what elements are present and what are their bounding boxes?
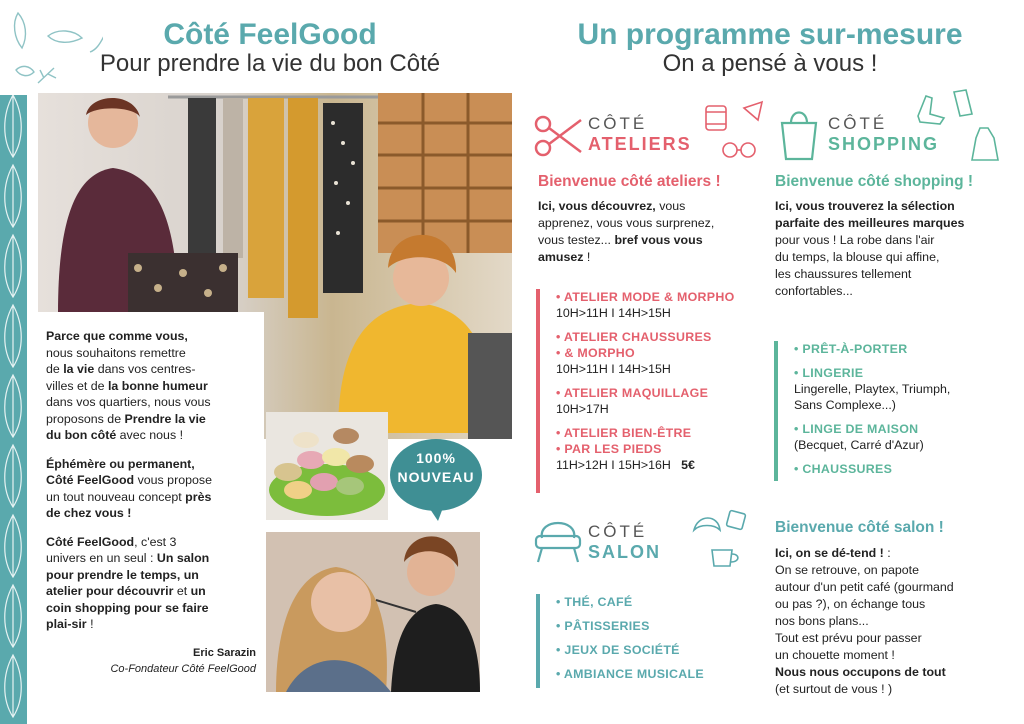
macarons-illustration	[266, 412, 388, 520]
clothing-items-icon	[910, 88, 1005, 166]
sewing-items-icon	[700, 100, 770, 170]
list-item: • JEUX DE SOCIÉTÉ	[556, 642, 766, 658]
signature-name: Eric Sarazin	[193, 646, 256, 659]
salon-list-bar	[536, 594, 540, 688]
salon-heading: CÔTÉ SALON	[588, 522, 661, 562]
list-item: • CHAUSSURES	[794, 461, 1014, 477]
edge-leaf-strip	[0, 95, 27, 724]
intro-paragraph-3: Côté FeelGood, c'est 3 univers en un seul : Un salon pour prendre le temps, un atelier pour découvrir et un coin shopping pour se faire plai-sir !	[46, 534, 210, 631]
new-badge-text: 100% NOUVEAU	[397, 450, 475, 485]
ateliers-subheading: Bienvenue côté ateliers !	[538, 173, 721, 190]
ateliers-list	[536, 289, 766, 493]
list-item: • THÉ, CAFÉ	[556, 594, 766, 610]
list-item: • LINGE DE MAISON (Becquet, Carré d'Azur)	[794, 421, 1014, 453]
shopping-subheading: Bienvenue côté shopping !	[775, 173, 974, 190]
list-item: • ATELIER MODE & MORPHO 10H>11H I 14H>15H	[556, 289, 766, 321]
left-subtitle: Pour prendre la vie du bon Côté	[99, 50, 441, 77]
list-item: • AMBIANCE MUSICALE	[556, 666, 766, 682]
list-item: • ATELIER BIEN-ÊTRE • PAR LES PIEDS 11H>12H I 15H>16H 5€	[556, 425, 766, 473]
croissant-dice-cup-icon	[690, 508, 750, 572]
armchair-icon	[530, 508, 586, 564]
intro-text-block	[38, 312, 264, 697]
intro-paragraph-2: Éphémère ou permanent, Côté FeelGood vous propose un tout nouveau concept près de chez vous !	[46, 456, 212, 520]
makeup-illustration	[266, 532, 480, 692]
leaf-pattern-icon	[0, 95, 27, 724]
ateliers-heading: CÔTÉ ATELIERS	[588, 114, 692, 154]
right-subtitle: On a pensé à vous !	[662, 50, 878, 77]
intro-paragraph-1: Parce que comme vous, nous souhaitons remettre de la vie dans vos centres- villes et de la bonne humeur dans vos quartiers, nous vous proposons de Prendre la vie du bon côté avec nous !	[46, 329, 211, 442]
salon-subheading: Bienvenue côté salon !	[775, 519, 944, 536]
salon-text: Ici, on se dé-tend ! : On se retrouve, on papote autour d'un petit café (gourmand ou pas ?), on échange tous nos bons plans... Tout est prévu pour passer un chouette moment ! Nous nous occupons de tout (et surtout de vous ! )	[775, 546, 954, 696]
ateliers-intro-text: Ici, vous découvrez, vous apprenez, vous vous surprenez, vous testez... bref vous vous amusez !	[538, 199, 715, 264]
list-item: • LINGERIE Lingerelle, Playtex, Triumph, Sans Complexe...)	[794, 365, 1014, 413]
signature-role: Co-Fondateur Côté FeelGood	[110, 663, 256, 675]
shopping-intro-text: Ici, vous trouverez la sélection parfaite des meilleures marques pour vous ! La robe dans l'air du temps, la blouse qui affine, les chaussures tellement confortables...	[775, 199, 965, 298]
salon-list	[536, 594, 766, 688]
shopping-heading: CÔTÉ SHOPPING	[828, 114, 940, 154]
right-title: Un programme sur-mesure	[577, 18, 963, 51]
list-item: • PRÊT-À-PORTER	[794, 341, 1014, 357]
shopping-list-bar	[774, 341, 778, 481]
left-title: Côté FeelGood	[163, 18, 377, 51]
list-item: • ATELIER CHAUSSURES • & MORPHO 10H>11H I 14H>15H	[556, 329, 766, 377]
macarons-photo	[266, 412, 388, 520]
makeup-photo	[266, 532, 480, 692]
scissors-icon	[533, 112, 583, 160]
list-item: • ATELIER MAQUILLAGE 10H>17H	[556, 385, 766, 417]
ateliers-list-bar	[536, 289, 540, 493]
shopping-list	[774, 341, 1014, 481]
list-item: • PÂTISSERIES	[556, 618, 766, 634]
shopping-bag-icon	[778, 105, 820, 161]
